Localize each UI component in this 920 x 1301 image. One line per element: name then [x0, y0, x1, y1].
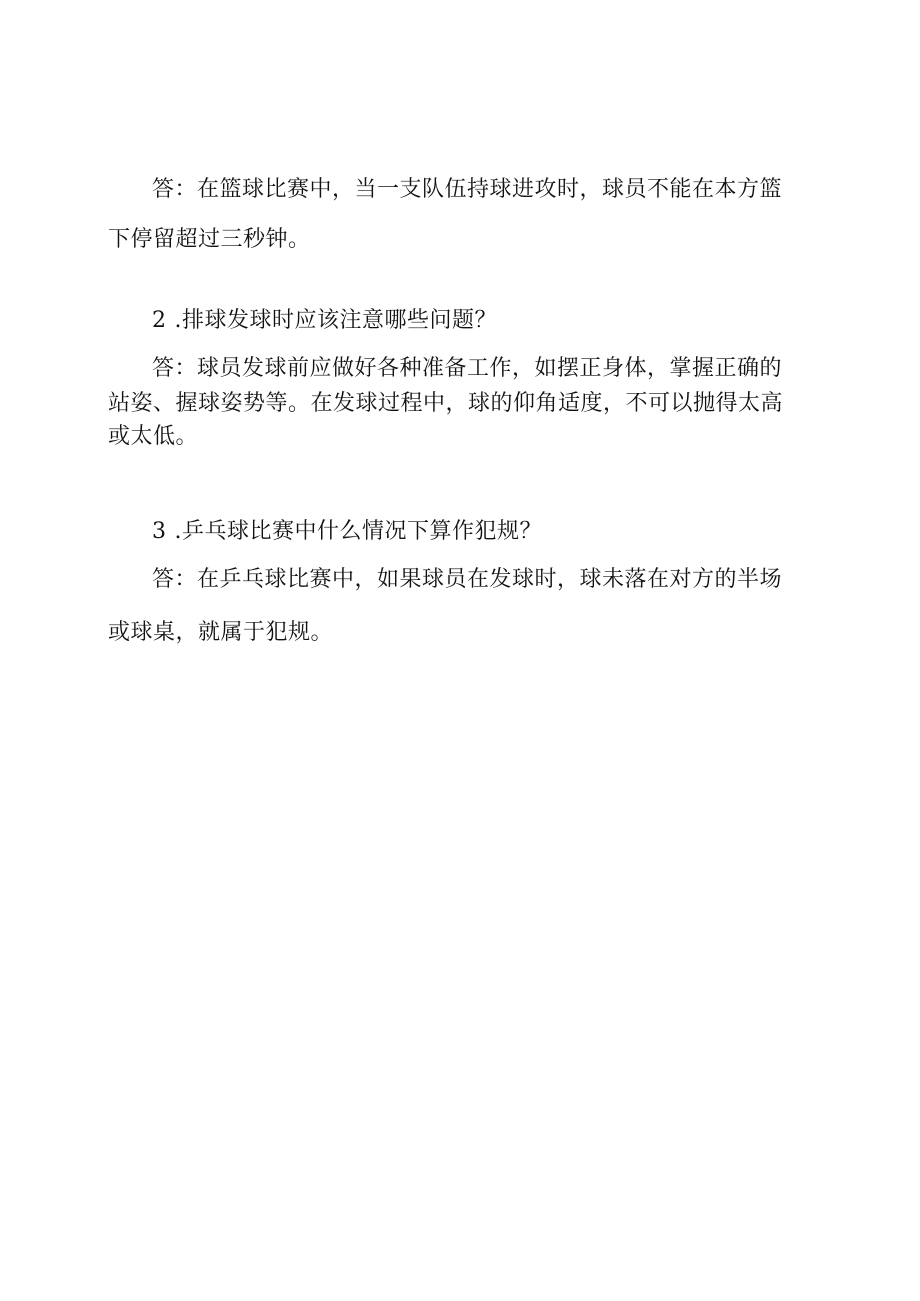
question-3-number: 3 — [152, 519, 167, 544]
question-2-number: 2 — [152, 308, 167, 333]
question-2-text: .排球发球时应该注意哪些问题？ — [174, 308, 497, 333]
answer-2-line-1: 答：球员发球前应做好各种准备工作，如摆正身体，掌握正确的 — [152, 356, 783, 381]
question-3 — [152, 518, 542, 546]
answer-1-line-1: 答：在篮球比赛中，当一支队伍持球进攻时，球员不能在本方篮 — [152, 177, 783, 202]
answer-1-line-2: 下停留超过三秒钟。 — [108, 227, 311, 252]
answer-3-line-2: 或球桌，就属于犯规。 — [108, 620, 334, 645]
answer-2-line-3: 或太低。 — [108, 424, 199, 449]
question-2 — [152, 307, 497, 335]
answer-3-line-1: 答：在乒乓球比赛中，如果球员在发球时，球未落在对方的半场 — [152, 567, 783, 592]
answer-2-line-2: 站姿、握球姿势等。在发球过程中，球的仰角适度，不可以抛得太高 — [108, 391, 784, 416]
question-3-text: .乒乓球比赛中什么情况下算作犯规？ — [174, 519, 542, 544]
